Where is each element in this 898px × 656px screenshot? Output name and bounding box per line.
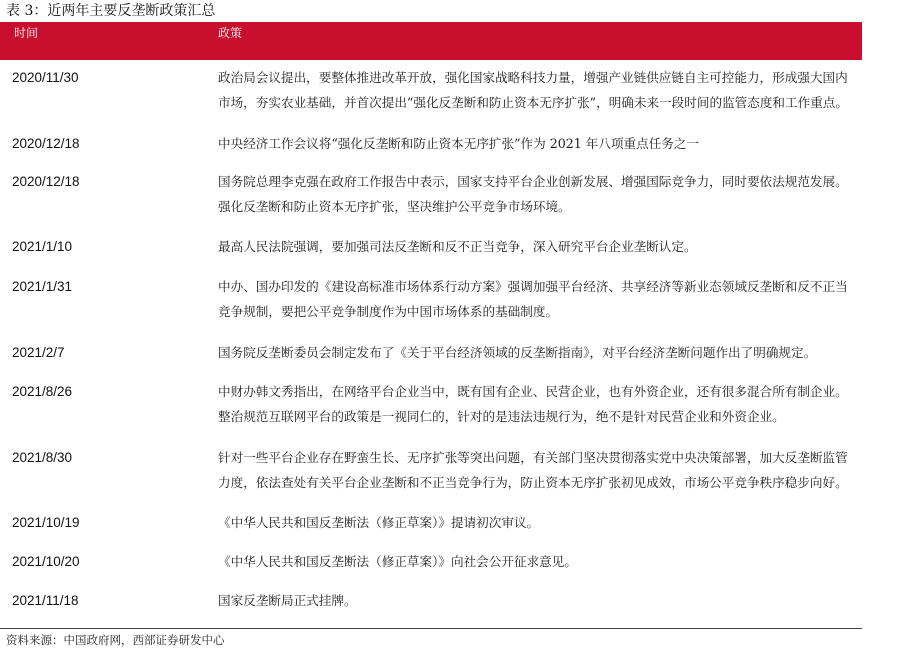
header-policy: 政策: [218, 26, 243, 40]
row-date: 2021/1/31: [12, 279, 73, 294]
row-policy: 中央经济工作会议将“强化反垄断和防止资本无序扩张”作为 2021 年八项重点任务之一: [218, 136, 700, 151]
row-policy: 《中华人民共和国反垄断法（修正草案）》向社会公开征求意见。: [218, 554, 577, 569]
row-policy: 中财办韩文秀指出，在网络平台企业当中，既有国有企业、民营企业，也有外资企业，还有很多混合所有制企业。 整治规范互联网平台的政策是一视同仁的，针对的是违法违规行为，绝不是针对民营企业和外资企业。: [218, 384, 848, 424]
row-policy: 国务院反垄断委员会制定发布了《关于平台经济领域的反垄断指南》，对平台经济垄断问题作出了明确规定。: [218, 345, 817, 360]
row-date: 2021/11/18: [12, 593, 79, 608]
row-policy: 最高人民法院强调，要加强司法反垄断和反不正当竞争，深入研究平台企业垄断认定。: [218, 239, 697, 254]
row-policy: 中办、国办印发的《建设高标准市场体系行动方案》强调加强平台经济、共享经济等新业态领域反垄断和反不正当 竞争规制，要把公平竞争制度作为中国市场体系的基础制度。: [218, 279, 848, 319]
row-policy: 政治局会议提出，要整体推进改革开放，强化国家战略科技力量，增强产业链供应链自主可控能力，形成强大国内 市场，夯实农业基础，并首次提出“强化反垄断和防止资本无序扩张”，明确未来一段时间的监管态度和工作重点。: [218, 70, 848, 110]
row-date: 2020/12/18: [12, 174, 80, 189]
row-policy: 《中华人民共和国反垄断法（修正草案）》提请初次审议。: [218, 515, 540, 530]
row-date: 2021/8/26: [12, 384, 73, 399]
row-date: 2020/12/18: [12, 136, 80, 151]
source-note: 资料来源：中国政府网，西部证券研发中心: [6, 633, 225, 647]
row-date: 2021/10/20: [12, 554, 80, 569]
row-policy: 国家反垄断局正式挂牌。: [218, 593, 357, 608]
row-date: 2021/1/10: [12, 239, 73, 254]
row-date: 2021/8/30: [12, 450, 73, 465]
row-date: 2020/11/30: [12, 70, 79, 85]
policy-table: [0, 22, 862, 608]
source-divider: [0, 628, 862, 629]
row-date: 2021/10/19: [12, 515, 80, 530]
table-title: 表 3：近两年主要反垄断政策汇总: [6, 3, 216, 19]
row-policy: 针对一些平台企业存在野蛮生长、无序扩张等突出问题，有关部门坚决贯彻落实党中央决策部署，加大反垄断监管 力度，依法查处有关平台企业垄断和不正当竞争行为，防止资本无序扩张初见成效，市场公平竞争秩序稳步向好。: [218, 450, 848, 490]
header-date: 时间: [14, 26, 39, 40]
table-header: [0, 22, 862, 60]
row-date: 2021/2/7: [12, 345, 65, 360]
row-policy: 国务院总理李克强在政府工作报告中表示，国家支持平台企业创新发展、增强国际竞争力，同时要依法规范发展。 强化反垄断和防止资本无序扩张，坚决维护公平竞争市场环境。: [218, 174, 848, 214]
